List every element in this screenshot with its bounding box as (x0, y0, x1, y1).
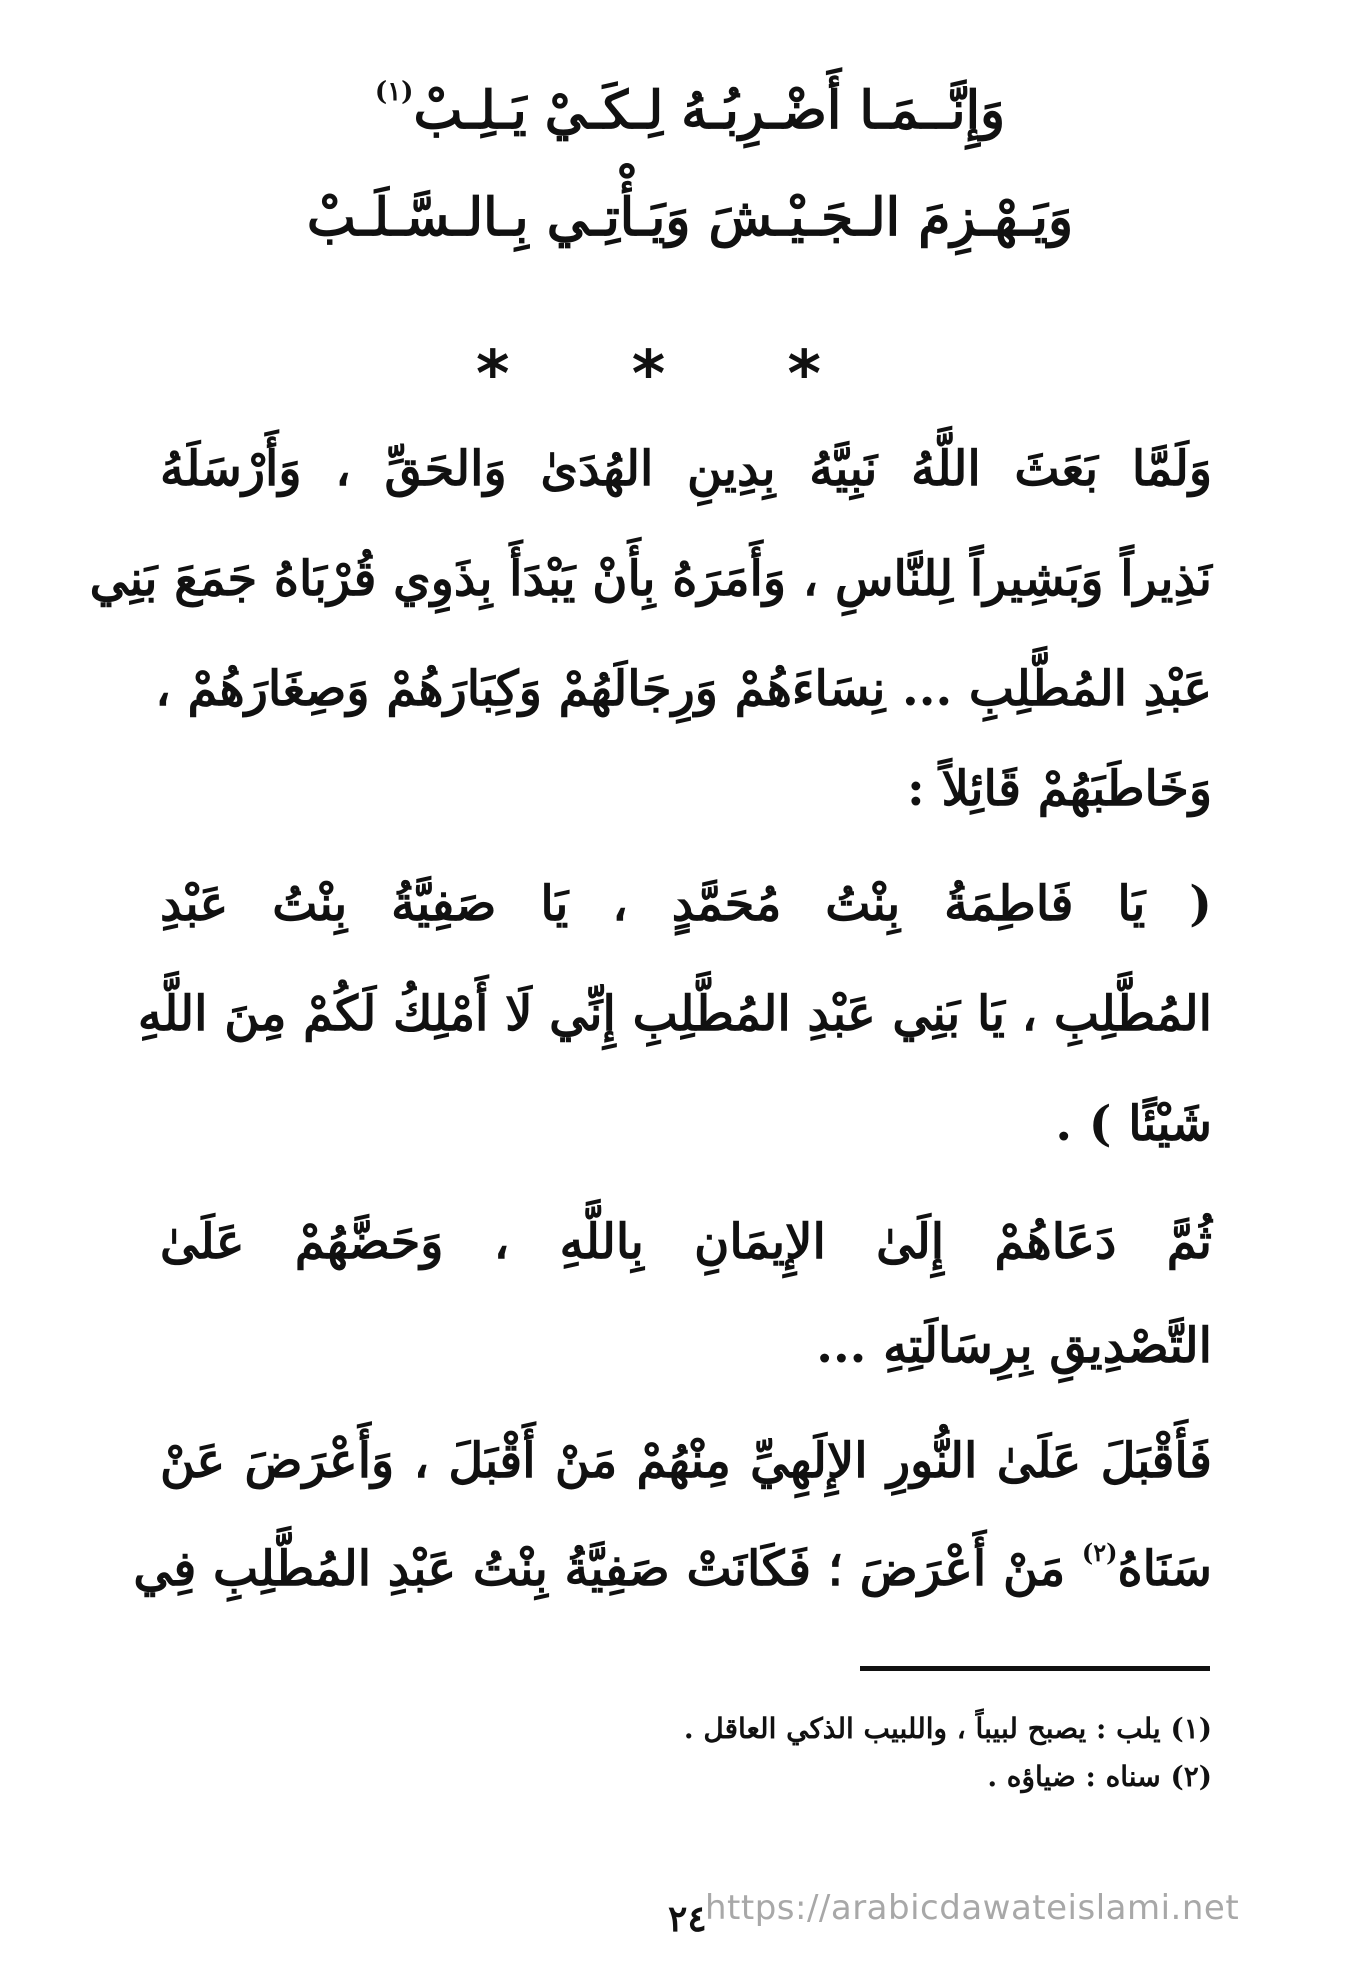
paragraph-3-line-2 (133, 1538, 1212, 1597)
paragraph-2-line-1: ثُمَّ دَعَاهُمْ إِلَىٰ الإِيمَانِ بِاللَّهِ ، وَحَضَّهُمْ عَلَىٰ (160, 1214, 1213, 1270)
paragraph-3-line-1: فَأَقْبَلَ عَلَىٰ النُّورِ الإِلَهِيِّ مِنْهُمْ مَنْ أَقْبَلَ ، وَأَعْرَضَ عَنْ (160, 1433, 1212, 1489)
paragraph-1-line-3: عَبْدِ المُطَّلِبِ ... نِسَاءَهُمْ وَرِجَالَهُمْ وَكِبَارَهُمْ وَصِغَارَهُمْ ، (155, 661, 1212, 717)
poem-line-2: وَيَـهْـزِمَ الـجَـيْـشَ وَيَـأْتِـي بِـالـسَّـلَـبْ (306, 187, 1074, 248)
quote-line-1: ( يَا فَاطِمَةُ بِنْتُ مُحَمَّدٍ ، يَا صَفِيَّةُ بِنْتُ عَبْدِ (160, 876, 1212, 932)
footnote-divider (860, 1666, 1210, 1671)
section-separator: * * * (476, 338, 871, 412)
footnote-1: (١) يلب : يصبح لبيباً ، واللبيب الذكي العاقل . (683, 1712, 1212, 1745)
paragraph-1-line-2: نَذِيراً وَبَشِيراً لِلنَّاسِ ، وَأَمَرَهُ بِأَنْ يَبْدَأَ بِذَوِي قُرْبَاهُ جَمَعَ بَنِي (89, 551, 1212, 607)
footnote-marker-1: (١) (374, 77, 414, 107)
paragraph-3-line-2-start: سَنَاهُ (1117, 1541, 1212, 1597)
watermark-url: https://arabicdawateislami.net (705, 1888, 1240, 1928)
poem-line-1-text: وَإِنَّــمَـا أَضْـرِبُـهُ لِـكَـيْ يَـلِـبْ (413, 80, 1006, 141)
quote-line-3: شَيْئًا ) . (1055, 1096, 1212, 1152)
paragraph-2-line-2: التَّصْدِيقِ بِرِسَالَتِهِ ... (816, 1318, 1212, 1374)
page-number: ٢٤ (668, 1898, 707, 1940)
paragraph-3-line-2-rest: مَنْ أَعْرَضَ ؛ فَكَانَتْ صَفِيَّةُ بِنْتُ عَبْدِ المُطَّلِبِ فِي (133, 1541, 1082, 1597)
quote-line-2: المُطَّلِبِ ، يَا بَنِي عَبْدِ المُطَّلِبِ إِنِّي لَا أَمْلِكُ لَكُمْ مِنَ اللَّهِ (137, 986, 1212, 1042)
paragraph-1-line-1: وَلَمَّا بَعَثَ اللَّهُ نَبِيَّهُ بِدِينِ الهُدَىٰ وَالحَقِّ ، وَأَرْسَلَهُ (160, 441, 1212, 497)
footnote-2: (٢) سناه : ضياؤه . (987, 1760, 1212, 1793)
footnote-marker-2: (٢) (1081, 1538, 1118, 1567)
paragraph-1-line-4: وَخَاطَبَهُمْ قَائِلاً : (907, 761, 1212, 817)
poem-line-1 (240, 77, 1140, 141)
